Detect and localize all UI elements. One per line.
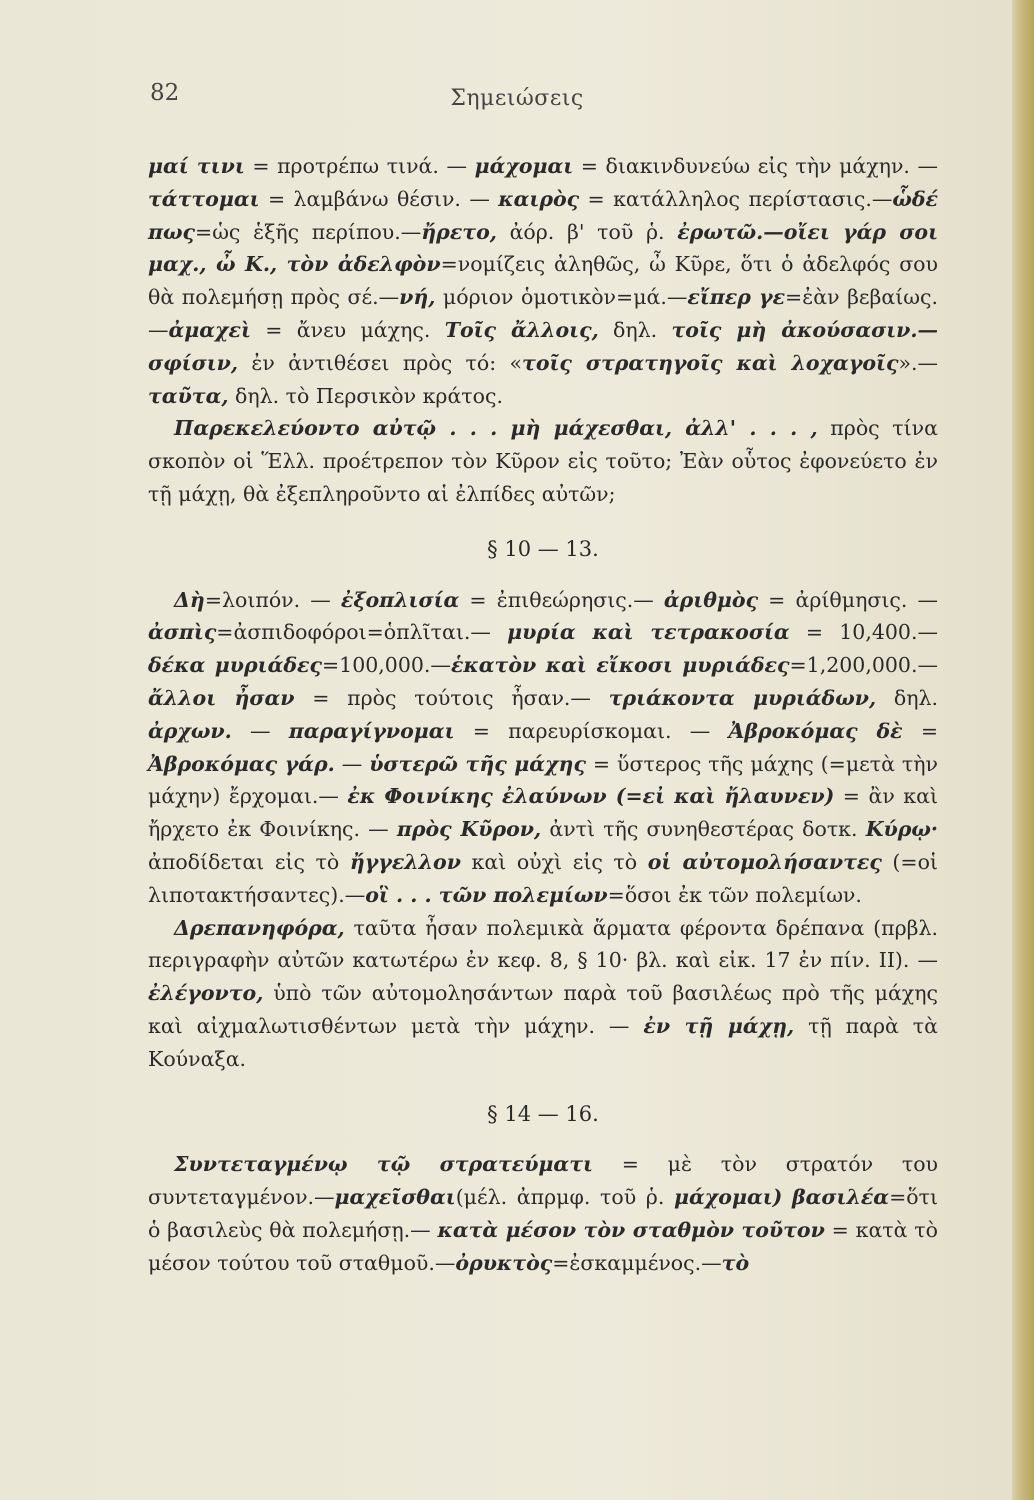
lemma-text: ὑστερῶ τῆς μάχης xyxy=(369,751,586,776)
gloss-text: = κατάλληλος περίστασις.— xyxy=(579,186,893,211)
lemma-text: ἐλέγοντο, xyxy=(148,981,264,1006)
gloss-text: = ὕστερος τῆς μάχης (=μετὰ τὴν μάχην) ἔρχομαι.— xyxy=(148,751,938,809)
gloss-text: τῇ παρὰ τὰ Κούναξα. xyxy=(148,1013,938,1071)
page-body xyxy=(148,150,938,1280)
lemma-text: τοῖς στρατηγοῖς καὶ λοχαγοῖς xyxy=(522,350,899,375)
lemma-text: εἴπερ γε xyxy=(687,285,786,310)
lemma-text: ἄλλοι ἦσαν xyxy=(148,685,295,710)
gloss-text: ταῦτα ἦσαν πολεμικὰ ἅρματα φέροντα δρέπανα (πρβλ. περιγραφὴν αὐτῶν κατωτέρω ἐν κεφ. 8, § 10· βλ. καὶ εἰκ. 17 ἐν πίν. II). — xyxy=(148,915,938,973)
lemma-text: ἀριθμὸς xyxy=(663,587,759,612)
lemma-text: Τοῖς ἄλλοις, xyxy=(444,317,599,342)
gloss-text: ἐν ἀντιθέσει πρὸς τό: « xyxy=(237,350,523,375)
lemma-text: ἐν τῇ μάχῃ, xyxy=(643,1013,795,1038)
gloss-text: = λαμβάνω θέσιν. — xyxy=(259,186,499,211)
gloss-text: — xyxy=(334,751,370,776)
gloss-text: ».— xyxy=(898,350,938,375)
lemma-text: τοῖς μὴ ἀκούσασιν.—σφίσιν, xyxy=(148,317,939,375)
gloss-text: (μέλ. ἀπρμφ. τοῦ ῥ. xyxy=(455,1185,675,1210)
lemma-text: Παρεκελεύοντο αὐτῷ . . . μὴ μάχεσθαι, ἀλλ' . . . , xyxy=(174,416,818,441)
gloss-text: ἀντὶ τῆς συνηθεστέρας δοτκ. xyxy=(541,817,866,842)
gloss-text: =ὡς ἑξῆς περίπου.— xyxy=(195,219,422,244)
lemma-text: ἤγγελλον xyxy=(349,849,461,874)
gloss-text: =λοιπόν. — xyxy=(204,587,341,612)
gloss-text: =ἐσκαμμένος.— xyxy=(552,1250,722,1275)
lemma-text: κατὰ μέσον τὸν σταθμὸν τοῦτον xyxy=(437,1217,825,1242)
lemma-text: ταῦτα, xyxy=(148,383,229,408)
gloss-text: μόριον ὁμοτικὸν=μά.— xyxy=(435,285,688,310)
lemma-text: παραγίγνομαι xyxy=(288,718,455,743)
lemma-text: καιρὸς xyxy=(498,186,580,211)
paragraph xyxy=(148,912,938,1076)
lemma-text: ἐρωτῶ.—οἴει γάρ σοι μαχ., ὦ Κ., τὸν ἀδελφὸν xyxy=(148,219,938,277)
gloss-text: =1,200,000.— xyxy=(789,653,938,678)
gloss-text: =ὅσοι ἐκ τῶν πολεμίων. xyxy=(607,882,862,907)
gloss-text: καὶ οὐχὶ εἰς τὸ xyxy=(460,849,648,874)
lemma-text: Κύρῳ· xyxy=(865,817,939,842)
lemma-text: μαχεῖσθαι xyxy=(334,1185,456,1210)
lemma-text: μάχομαι) xyxy=(674,1185,783,1210)
lemma-text: μυρία καὶ τετρακοσία xyxy=(507,620,790,645)
gloss-text: — xyxy=(231,718,289,743)
gloss-text: πρὸς τίνα σκοπὸν οἱ Ἕλλ. προέτρεπον τὸν Κῦρον εἰς τοῦτο; Ἐὰν οὗτος ἐφονεύετο ἐν τῇ μάχῃ, θὰ ἐξεπληροῦντο αἱ ἐλπίδες αὐτῶν; xyxy=(148,416,938,506)
lemma-text: ἀμαχεὶ xyxy=(168,317,251,342)
lemma-text: ὀρυκτὸς xyxy=(455,1250,553,1275)
lemma-text: ἐξοπλισία xyxy=(340,587,460,612)
lemma-text: νή, xyxy=(399,285,436,310)
lemma-text: δέκα μυριάδες xyxy=(148,653,322,678)
gloss-text: = διακινδυνεύω εἰς τὴν μάχην. — xyxy=(573,154,938,178)
lemma-text: ὧδέ πως xyxy=(148,186,938,244)
gloss-text: δηλ. xyxy=(598,317,672,342)
gloss-text: =ἐὰν βεβαίως.— xyxy=(148,285,938,342)
gloss-text: ἀόρ. β' τοῦ ῥ. xyxy=(496,219,678,244)
lemma-text: μαί τινι xyxy=(148,154,245,178)
section-heading: § 10 — 13. xyxy=(487,536,599,561)
page-header xyxy=(0,74,1034,114)
gloss-text: ἀποδίδεται εἰς τὸ xyxy=(148,849,350,874)
gloss-text: = 10,400.— xyxy=(789,620,938,645)
page-edge xyxy=(1012,0,1034,1500)
gloss-text: (=οἱ λιποτακτήσαντες).— xyxy=(148,849,938,907)
gloss-text: = ἀρίθμησις. — xyxy=(758,587,939,612)
gloss-text: δηλ. τὸ Περσικὸν κράτος. xyxy=(228,383,503,408)
paragraph xyxy=(148,412,938,510)
lemma-text: ἤρετο, xyxy=(421,219,497,244)
gloss-text: = προτρέπω τινά. — xyxy=(244,154,475,178)
lemma-text: μάχομαι xyxy=(474,154,574,178)
lemma-text: Δρεπανηφόρα, xyxy=(174,915,345,940)
page-number: 82 xyxy=(150,80,180,106)
lemma-text: Ἀβροκόμας δὲ xyxy=(728,718,903,743)
gloss-text: = μὲ τὸν στρατόν του συντεταγμένον.— xyxy=(148,1152,938,1210)
gloss-text: = κατὰ τὸ μέσον τούτου τοῦ σταθμοῦ.— xyxy=(148,1217,938,1275)
running-title: Σημειώσεις xyxy=(450,86,584,111)
lemma-text: Ἀβροκόμας γάρ. xyxy=(148,751,335,776)
gloss-text: = πρὸς τούτοις ἦσαν.— xyxy=(294,685,609,710)
section-heading: § 14 — 16. xyxy=(487,1101,599,1126)
gloss-text: ὑπὸ τῶν αὐτομολησάντων παρὰ τοῦ βασιλέως πρὸ τῆς μάχης καὶ αἰχμαλωτισθέντων μετὰ τὴν μάχην. — xyxy=(148,981,938,1038)
gloss-text: =100,000.— xyxy=(321,653,451,678)
gloss-text: = ἐπιθεώρησις.— xyxy=(459,587,664,612)
paragraph xyxy=(148,584,938,912)
lemma-text: βασιλέα xyxy=(792,1185,890,1210)
gloss-text: = ἄνευ μάχης. xyxy=(250,317,445,342)
lemma-text: Συντεταγμένῳ τῷ στρατεύματι xyxy=(174,1152,593,1177)
lemma-text: οἳ . . . τῶν πολεμίων xyxy=(365,882,608,907)
gloss-text: δηλ. xyxy=(876,685,938,710)
gloss-text: = ἂν καὶ ἤρχετο ἐκ Φοινίκης. — xyxy=(148,784,938,842)
lemma-text: τριάκοντα μυριάδων, xyxy=(608,685,877,710)
lemma-text: ἀρχων. xyxy=(148,718,232,743)
lemma-text: πρὸς Κῦρον, xyxy=(396,817,542,842)
lemma-text: Δὴ xyxy=(174,587,205,612)
lemma-text: οἱ αὐτομολήσαντες xyxy=(647,849,882,874)
gloss-text: = xyxy=(902,718,938,743)
gloss-text: = παρευρίσκομαι. — xyxy=(454,718,729,743)
lemma-text: τάττομαι xyxy=(148,186,260,211)
gloss-text: =ἀσπιδοφόροι=ὁπλῖται.— xyxy=(216,620,508,645)
paragraph xyxy=(148,150,938,412)
paragraph xyxy=(148,1148,938,1279)
lemma-text: τὸ xyxy=(721,1250,750,1275)
gloss-text: =νομίζεις ἀληθῶς, ὦ Κῦρε, ὅτι ὁ ἀδελφός σου θὰ πολεμήσῃ πρὸς σέ.— xyxy=(148,252,938,310)
lemma-text: ἐκ Φοινίκης ἐλαύνων (=εἰ καὶ ἤλαυνεν) xyxy=(347,784,835,809)
lemma-text: ἑκατὸν καὶ εἴκοσι μυριάδες xyxy=(450,653,790,678)
gloss-text xyxy=(782,1185,792,1209)
gloss-text: =ὅτι ὁ βασιλεὺς θὰ πολεμήσῃ.— xyxy=(148,1185,938,1242)
lemma-text: ἀσπὶς xyxy=(148,620,217,645)
